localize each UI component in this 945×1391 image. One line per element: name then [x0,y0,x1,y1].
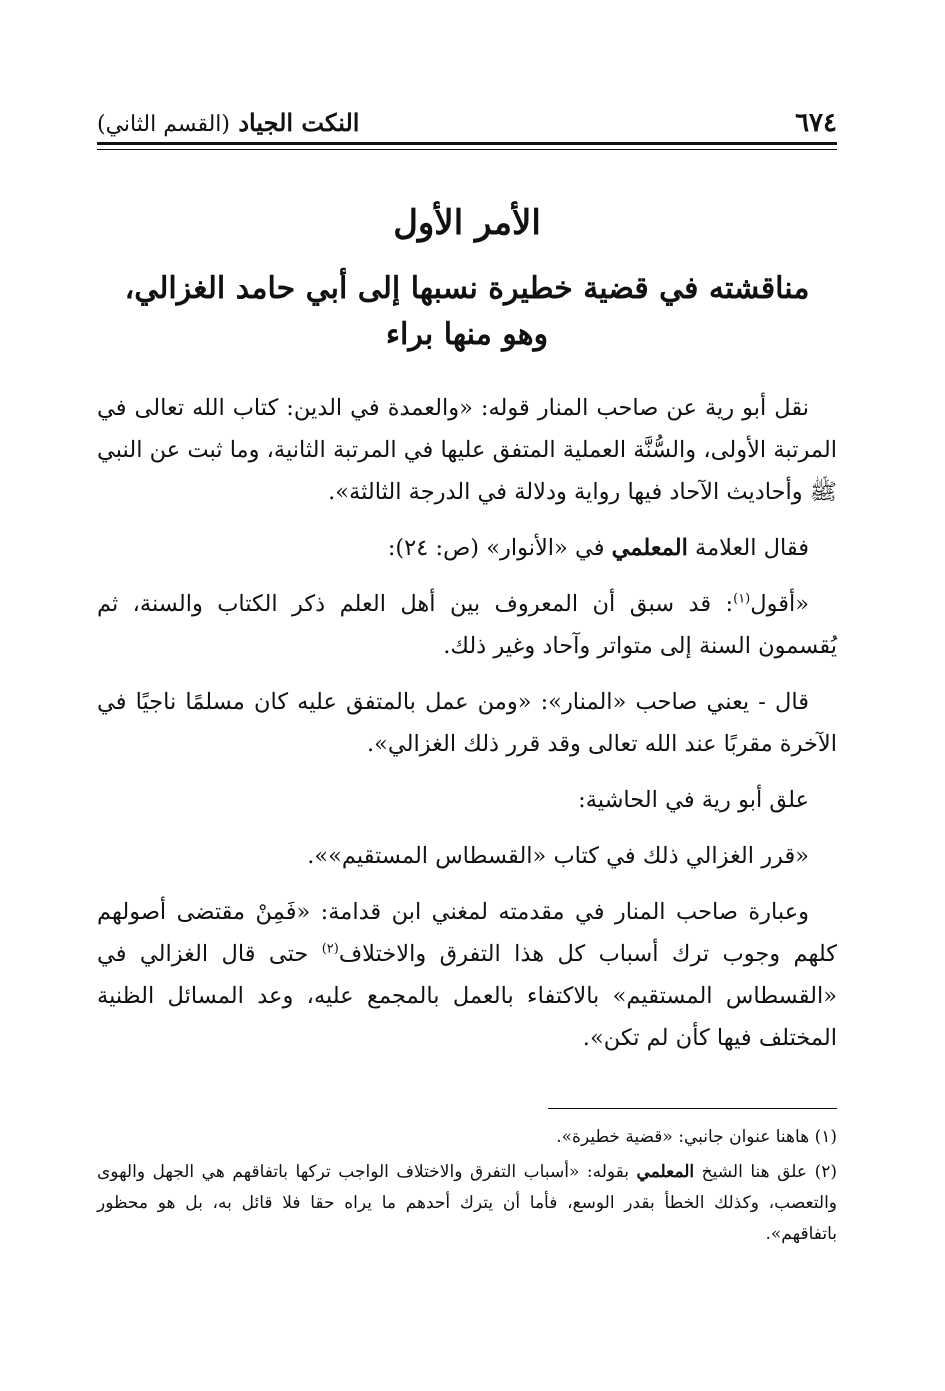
section-subtitle-line-1: مناقشته في قضية خطيرة نسبها إلى أبي حامد الغزالي، [124,270,810,306]
book-part: (القسم الثاني) [97,112,230,137]
footnote-separator [548,1108,837,1109]
paragraph-4: قال - يعني صاحب «المنار»: «ومن عمل بالمتفق عليه كان مسلمًا ناجيًا في الآخرة مقربًا عند الله تعالى وقد قرر ذلك الغزالي». [97,688,837,757]
paragraph-1: نقل أبو رية عن صاحب المنار قوله: «والعمدة في الدين: كتاب الله تعالى في المرتبة الأولى، والسُّنَّة العملية المتفق عليها في المرتبة الثانية، وما ثبت عن النبي ﷺ وأحاديث الآحاد فيها رواية ودلالة في الدرجة الثالثة». [97,394,837,505]
scholar-name: المعلمي [611,534,688,561]
header-rule-thick [97,142,837,145]
paragraph-6: «قرر الغزالي ذلك في كتاب «القسطاس المستقيم»». [307,842,809,869]
footnote-2-rest: بقوله: «أسباب التفرق والاختلاف الواجب تركها باتفاقهم هي الجهل والهوى والتعصب، وكذلك الخطأ بقدر الوسع، فأما أن يترك أحدهم ما يراه حقا فلا قائل به، بل هو محظور باتفاقهم». [97,1162,837,1244]
footnote-2-name: المعلمي [636,1162,695,1182]
footnotes [97,1122,837,1254]
section-subtitle-line-2: وهو منها براء [385,317,549,353]
footnote-ref-1[interactable]: (١) [733,591,751,607]
book-title: النكت الجياد [238,108,360,137]
paragraph-2-before: فقال العلامة [695,534,809,561]
paragraph-5: علق أبو رية في الحاشية: [578,786,809,813]
paragraph-3-rest: : قد سبق أن المعروف بين أهل العلم ذكر الكتاب والسنة، ثم يُقسمون السنة إلى متواتر وآحاد وغير ذلك. [97,590,837,659]
paragraph-2-after: في «الأنوار» (ص: ٢٤): [387,534,605,561]
footnote-ref-2[interactable]: (٢) [321,941,339,957]
paragraph-3-start: «أقول [750,590,809,617]
paragraph-7-start: وعبارة صاحب المنار في مقدمته لمغني ابن قدامة: «فَمِنْ مقتضى أصولهم كلهم وجوب ترك أسباب كل هذا التفرق والاختلاف [97,898,838,967]
footnote-2 [97,1157,837,1250]
page-header [97,92,837,136]
main-content [97,200,837,1073]
section-subtitle [97,266,837,359]
paragraph-2 [97,527,837,569]
paragraph-7-rest: حتى قال الغزالي في «القسطاس المستقيم» بالاكتفاء بالعمل بالمجمع عليه، وعد المسائل الظنية المختلف فيها كأن لم تكن». [97,940,837,1051]
header-rule-thin [97,149,837,150]
footnote-2-start: (٢) علق هنا الشيخ [701,1162,838,1182]
section-title: الأمر الأول [393,203,541,243]
paragraph-7 [97,891,837,1059]
page-number: ٦٧٤ [795,108,837,138]
running-title [97,108,360,137]
footnote-1: (١) هاهنا عنوان جانبي: «قضية خطيرة». [556,1127,837,1147]
paragraph-3 [97,583,837,667]
